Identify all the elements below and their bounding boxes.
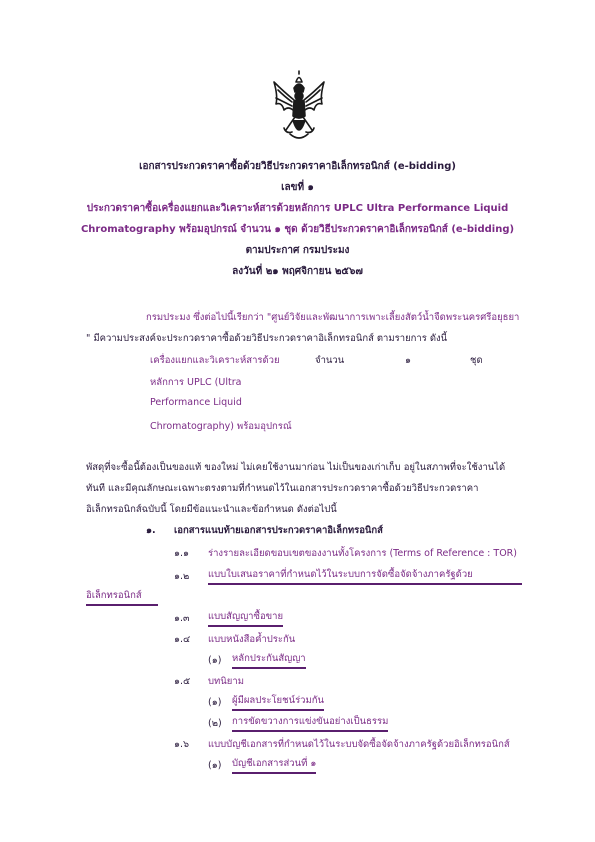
- item-1-3-link[interactable]: แบบสัญญาซื้อขาย: [208, 609, 283, 627]
- item-1-4-number: ๑.๔: [174, 634, 191, 645]
- conditions-line-1: พัสดุที่จะซื้อนี้ต้องเป็นของแท้ ของใหม่ ไม่เคยใช้งานมาก่อน ไม่เป็นของเก่าเก็บ อยู่ในสภาพที่จะใช้งานได้: [86, 462, 506, 473]
- document-announcer: ตามประกาศ กรมประมง: [245, 245, 350, 256]
- item-1-5-text: บทนิยาม: [208, 676, 244, 687]
- section1-title: เอกสารแนบท้ายเอกสารประกวดราคาอิเล็กทรอนิกส์: [174, 525, 383, 536]
- item-description-line-3: Performance Liquid: [150, 397, 242, 408]
- conditions-line-2: ทันที และมีคุณลักษณะเฉพาะตรงตามที่กำหนดไว้ในเอกสารประกวดราคาซื้อด้วยวิธีประกวดราคา: [86, 483, 479, 494]
- document-date: ลงวันที่ ๒๑ พฤศจิกายน ๒๕๖๗: [232, 266, 363, 277]
- conditions-line-3: อิเล็กทรอนิกส์ฉบับนี้ โดยมีข้อแนะนำและข้อกำหนด ดังต่อไปนี้: [86, 504, 337, 515]
- item-description-line-2: หลักการ UPLC (Ultra: [150, 377, 242, 388]
- document-subject-line2: Chromatography พร้อมอุปกรณ์ จำนวน ๑ ชุด ด้วยวิธีประกวดราคาอิเล็กทรอนิกส์ (e-bidding): [80, 224, 515, 235]
- item-1-6-sub1-link[interactable]: บัญชีเอกสารส่วนที่ ๑: [232, 756, 316, 774]
- item-1-1-number: ๑.๑: [174, 548, 190, 559]
- document-title: เอกสารประกวดราคาซื้อด้วยวิธีประกวดราคาอิเล็กทรอนิกส์ (e-bidding): [139, 161, 456, 172]
- item-1-5-sub2-number: (๒): [208, 718, 222, 729]
- garuda-emblem-icon: [270, 70, 328, 142]
- item-qty: ๑: [405, 355, 412, 366]
- item-1-5-number: ๑.๕: [174, 676, 191, 687]
- item-1-3-number: ๑.๓: [174, 613, 190, 624]
- document-subject-line1: ประกวดราคาซื้อเครื่องแยกและวิเคราะห์สารด้วยหลักการ UPLC Ultra Performance Liquid: [86, 203, 509, 214]
- item-description-line-4: Chromatography) พร้อมอุปกรณ์: [150, 421, 292, 432]
- item-1-2-link[interactable]: แบบใบเสนอราคาที่กำหนดไว้ในระบบการจัดซื้อจัดจ้างภาครัฐด้วย: [208, 567, 522, 585]
- item-1-2-number: ๑.๒: [174, 571, 190, 582]
- document-number: เลขที่ ๑: [281, 182, 314, 193]
- item-1-1-link[interactable]: ร่างรายละเอียดขอบเขตของงานทั้งโครงการ (Terms of Reference : TOR): [208, 548, 517, 559]
- item-1-6-text: แบบบัญชีเอกสารที่กำหนดไว้ในระบบจัดซื้อจัดจ้างภาครัฐด้วยอิเล็กทรอนิกส์: [208, 739, 510, 750]
- item-1-5-sub1-link[interactable]: ผู้มีผลประโยชน์ร่วมกัน: [232, 693, 324, 711]
- intro-line-2: " มีความประสงค์จะประกวดราคาซื้อด้วยวิธีประกวดราคาอิเล็กทรอนิกส์ ตามรายการ ดังนี้: [86, 333, 448, 344]
- section1-number: ๑.: [146, 525, 156, 536]
- item-1-5-sub2-link[interactable]: การขัดขวางการแข่งขันอย่างเป็นธรรม: [232, 714, 388, 732]
- item-1-6-number: ๑.๖: [174, 739, 190, 750]
- item-1-4-sub1-number: (๑): [208, 655, 222, 666]
- item-1-6-sub1-number: (๑): [208, 760, 222, 771]
- item-1-2-link-cont[interactable]: อิเล็กทรอนิกส์: [86, 588, 158, 606]
- intro-line-1: กรมประมง ซึ่งต่อไปนี้เรียกว่า "ศูนย์วิจัยและพัฒนาการเพาะเลี้ยงสัตว์น้ำจืดพระนครศรีอยุธยา: [146, 312, 520, 323]
- item-1-4-sub1-link[interactable]: หลักประกันสัญญา: [232, 651, 306, 669]
- item-description-line-1: เครื่องแยกและวิเคราะห์สารด้วย: [150, 355, 280, 366]
- item-1-5-sub1-number: (๑): [208, 697, 222, 708]
- item-unit: ชุด: [470, 355, 483, 366]
- item-qty-label: จำนวน: [315, 355, 345, 366]
- item-1-4-text: แบบหนังสือค้ำประกัน: [208, 634, 296, 645]
